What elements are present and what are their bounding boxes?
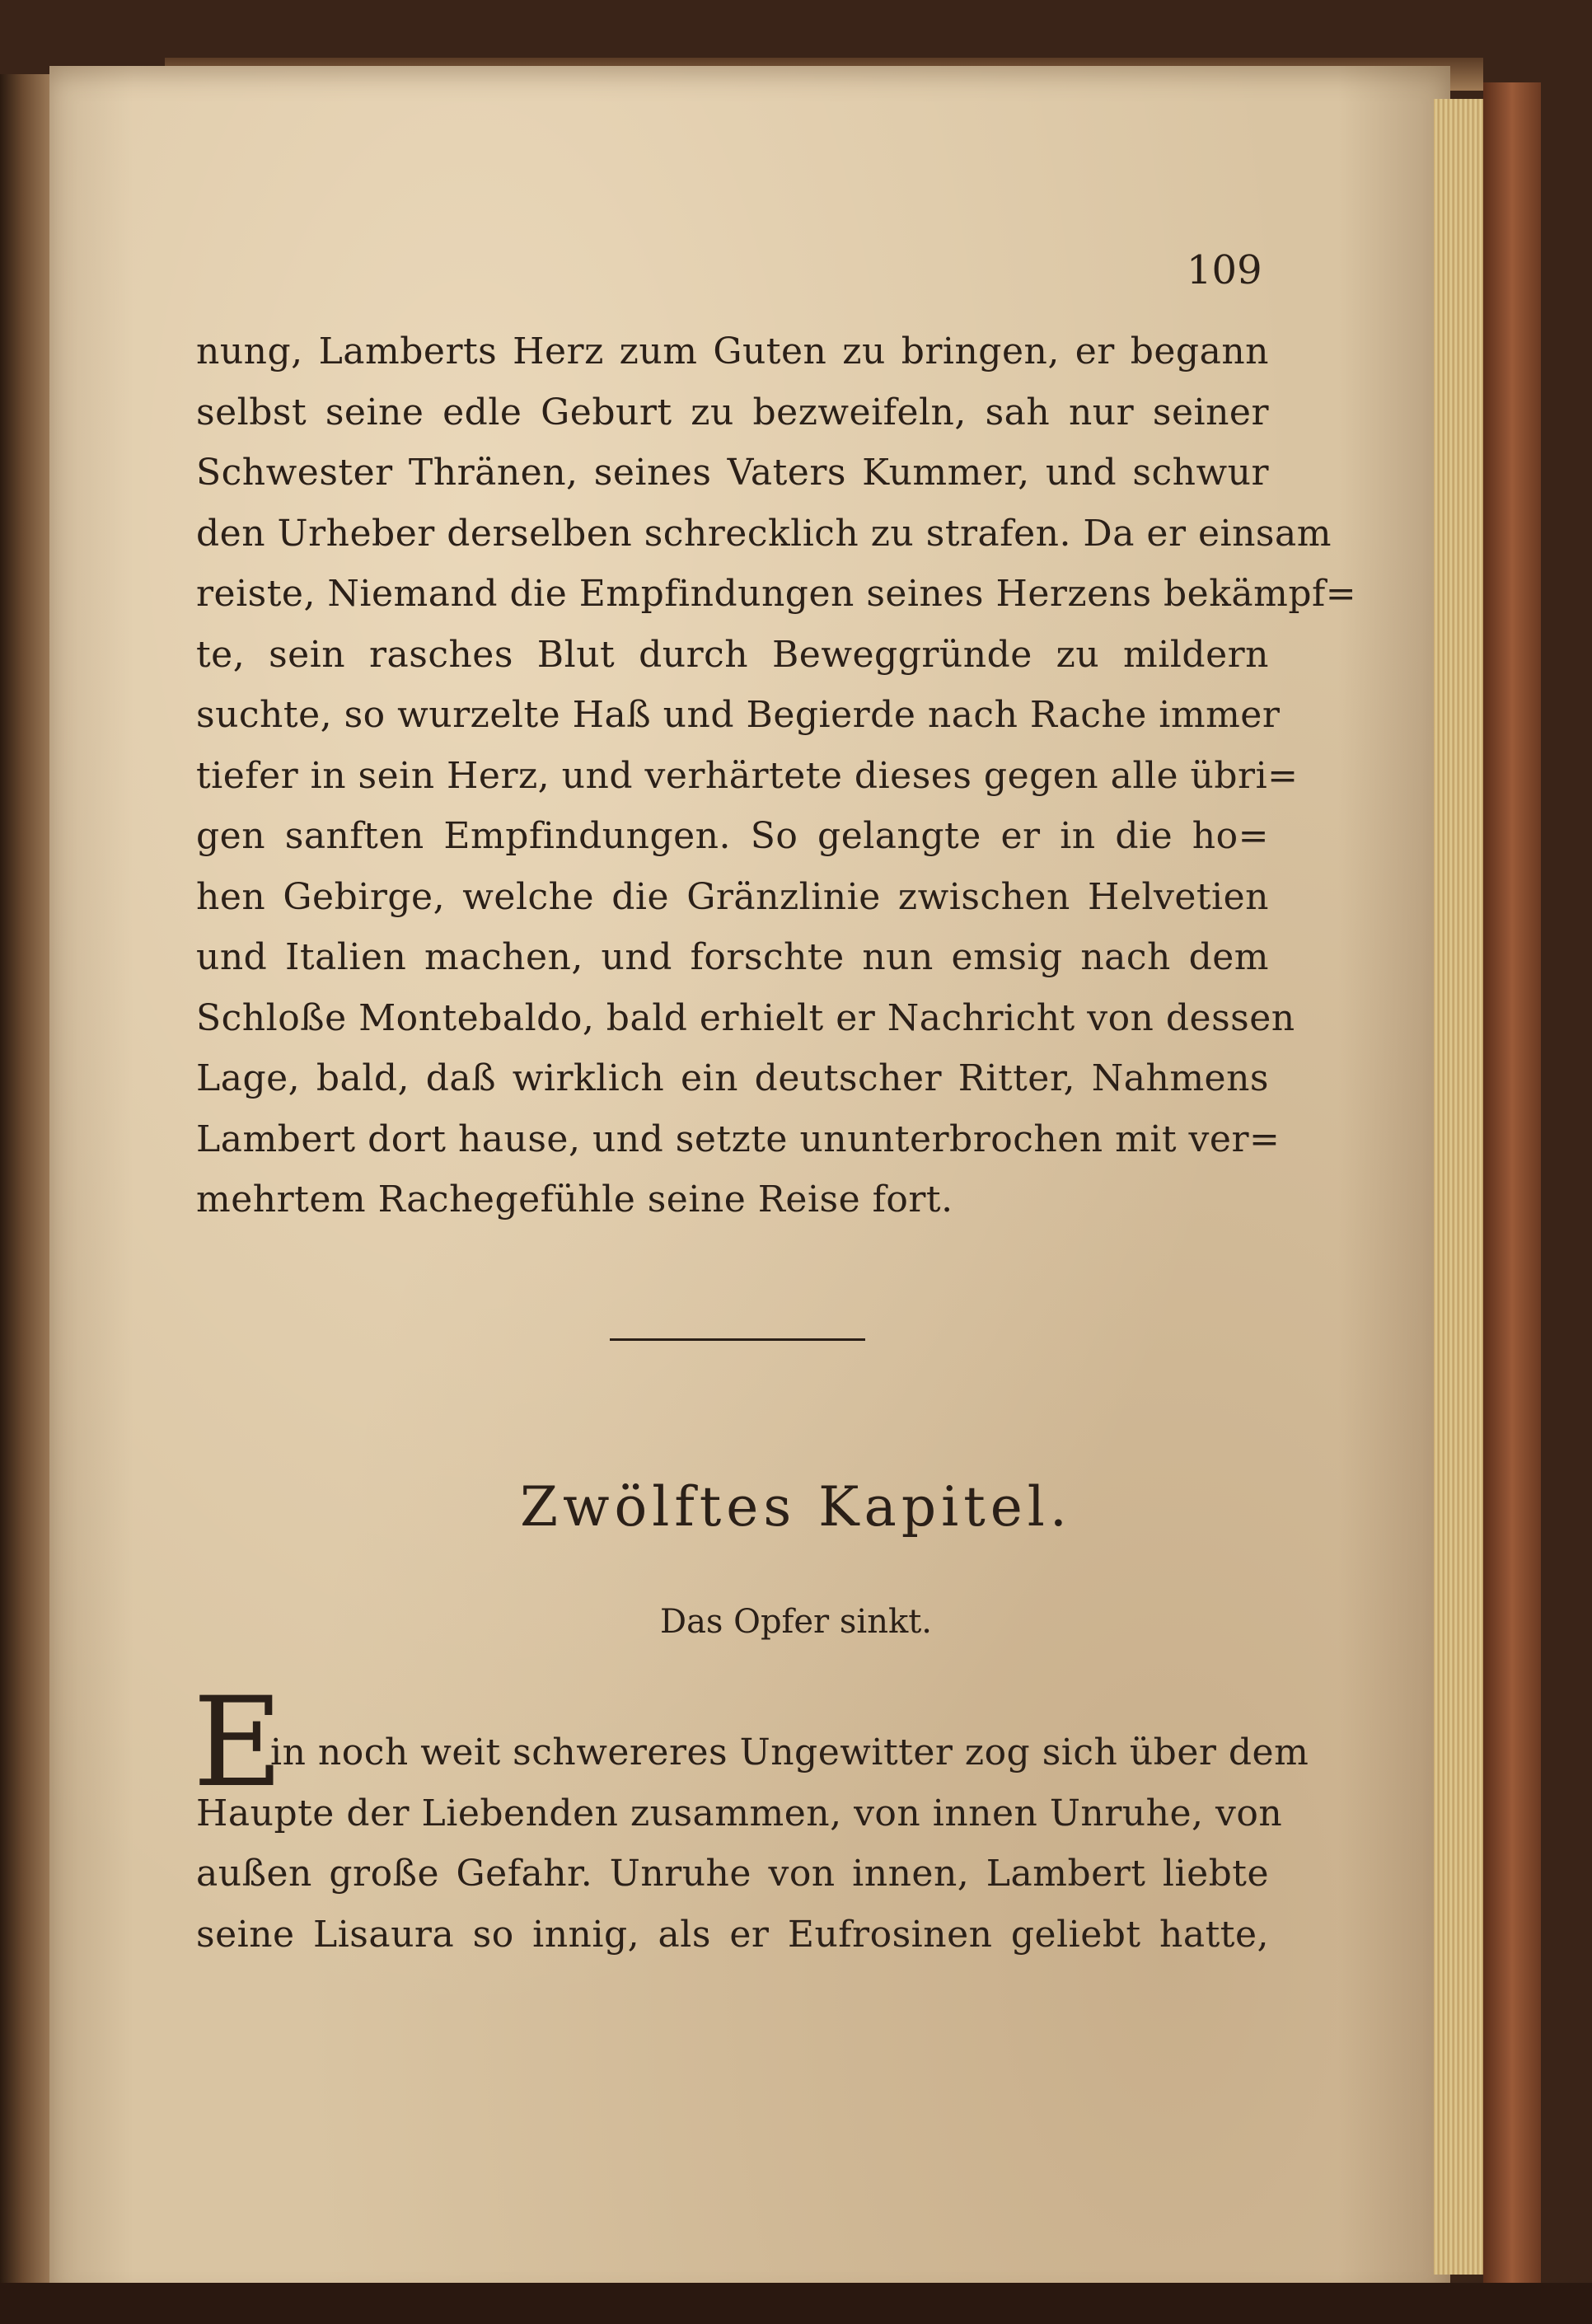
text-line: und Italien machen, und forschte nun emsig nach dem [196, 936, 1269, 978]
chapter-text [196, 1722, 1309, 1965]
text-line: mehrtem Rachegefühle seine Reise fort. [196, 1178, 953, 1221]
page-stack-edge [1434, 99, 1483, 2275]
page-number: 109 [1187, 247, 1262, 293]
text-line: hen Gebirge, welche die Gränzlinie zwischen Helvetien [196, 875, 1269, 918]
text-line: in noch weit schwereres Ungewitter zog sich über dem [270, 1731, 1309, 1773]
text-line: den Urheber derselben schrecklich zu strafen. Da er einsam [196, 512, 1332, 555]
text-line: selbst seine edle Geburt zu bezweifeln, sah nur seiner [196, 391, 1269, 433]
drop-cap: E [193, 1671, 283, 1815]
text-line: außen große Gefahr. Unruhe von innen, Lambert liebte [196, 1853, 1269, 1895]
text-line: seine Lisaura so innig, als er Eufrosinen geliebt hatte, [196, 1913, 1269, 1956]
text-line: Schloße Montebaldo, bald erhielt er Nachricht von dessen [196, 996, 1295, 1039]
book-cover-edge [1483, 82, 1541, 2299]
chapter-subtitle: Das Opfer sinkt. [660, 1603, 932, 1641]
chapter-title: Zwölftes Kapitel. [520, 1475, 1072, 1539]
text-line: nung, Lamberts Herz zum Guten zu bringen, er begann [196, 330, 1269, 372]
text-line: Lage, bald, daß wirklich ein deutscher Ritter, Nahmens [196, 1057, 1269, 1099]
text-line: Haupte der Liebenden zusammen, von innen Unruhe, von [196, 1792, 1283, 1834]
text-line: reiste, Niemand die Empfindungen seines Herzens bekämpf= [196, 573, 1357, 615]
text-line: Schwester Thränen, seines Vaters Kummer, und schwur [196, 452, 1269, 494]
text-line: gen sanften Empfindungen. So gelangte er in die ho= [196, 815, 1269, 857]
body-text [196, 321, 1357, 1230]
text-line: te, sein rasches Blut durch Beweggründe zu mildern [196, 633, 1269, 676]
bottom-edge [0, 2283, 1592, 2324]
text-line: Lambert dort hause, und setzte ununterbrochen mit ver= [196, 1117, 1281, 1160]
text-line: suchte, so wurzelte Haß und Begierde nach Rache immer [196, 694, 1281, 736]
text-line: tiefer in sein Herz, und verhärtete dieses gegen alle übri= [196, 754, 1299, 797]
section-divider [610, 1338, 865, 1341]
